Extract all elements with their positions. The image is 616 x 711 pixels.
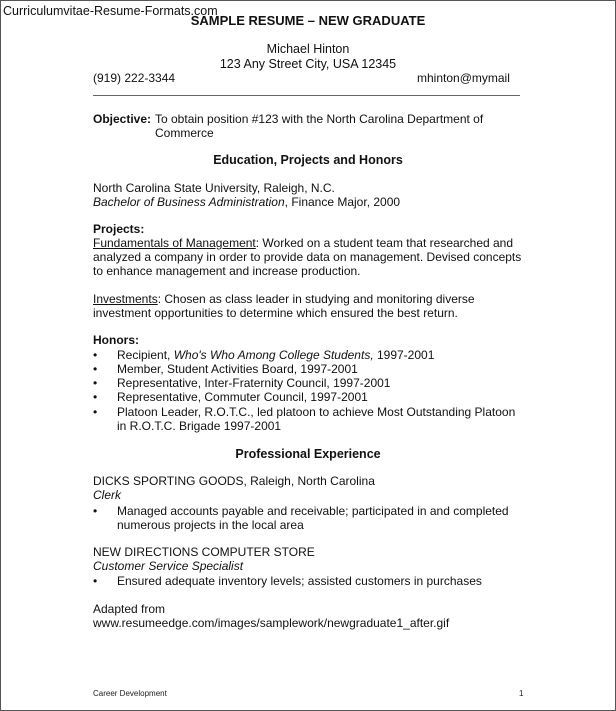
bullet-icon: •: [93, 362, 98, 376]
experience-heading: Professional Experience: [235, 447, 381, 461]
education-school: North Carolina State University, Raleigh, N.C.: [93, 181, 335, 195]
project-1-line-2: analyzed a company in order to provide data on management. Devised concepts: [93, 250, 522, 264]
project-2: [93, 292, 475, 320]
resume-title: SAMPLE RESUME – NEW GRADUATE: [190, 13, 426, 28]
job-2-duty-line-1: Ensured adequate inventory levels; assisted customers in purchases: [117, 574, 482, 588]
project-1: [93, 236, 521, 278]
honor-5-line-2: in R.O.T.C. Brigade 1997-2001: [117, 419, 282, 433]
page-number: 1: [519, 689, 524, 698]
contact-phone: (919) 222-3344: [93, 71, 176, 85]
job-2-role: Customer Service Specialist: [93, 559, 244, 573]
footer-label: Career Development: [93, 689, 167, 698]
objective-label: Objective:: [93, 112, 152, 126]
source-url: www.resumeedge.com/images/samplework/newgraduate1_after.gif: [93, 616, 450, 630]
honor-3: Representative, Inter-Fraternity Council, 1997-2001: [117, 376, 391, 390]
contact-email: mhinton@mymail: [417, 71, 510, 85]
source-label: Adapted from: [93, 602, 166, 616]
bullet-icon: •: [93, 348, 98, 362]
project-1-line-1: : Worked on a student team that researched and: [255, 236, 514, 250]
contact-name: Michael Hinton: [266, 42, 350, 56]
project-1-title: Fundamentals of Management: [93, 236, 256, 250]
job-1-duty: [117, 504, 509, 532]
bullet-icon: •: [93, 390, 98, 404]
project-2-line-2: investment opportunities to determine which ensured the best return.: [93, 306, 458, 320]
education-heading: Education, Projects and Honors: [213, 153, 403, 167]
project-2-line-1: : Chosen as class leader in studying and monitoring diverse: [157, 292, 475, 306]
objective-line-1: To obtain position #123 with the North Carolina Department of: [155, 112, 484, 126]
contact-address: 123 Any Street City, USA 12345: [219, 57, 397, 71]
bullet-icon: •: [93, 405, 98, 419]
honor-1-pre: Recipient,: [117, 348, 174, 362]
job-1-duty-line-2: numerous projects in the local area: [117, 518, 304, 532]
watermark-text: Curriculumvitae-Resume-Formats.com: [3, 4, 218, 18]
honor-2: Member, Student Activities Board, 1997-2001: [117, 362, 358, 376]
honor-4: Representative, Commuter Council, 1997-2001: [117, 390, 368, 404]
job-1-role: Clerk: [93, 488, 122, 502]
honor-5-line-1: Platoon Leader, R.O.T.C., led platoon to achieve Most Outstanding Platoon: [117, 405, 516, 419]
education-degree: Bachelor of Business Administration: [93, 195, 285, 209]
job-2-employer: NEW DIRECTIONS COMPUTER STORE: [93, 545, 315, 559]
honor-5: [117, 405, 515, 433]
header-divider: [93, 95, 520, 96]
bullet-icon: •: [93, 504, 98, 518]
bullet-icon: •: [93, 376, 98, 390]
projects-heading: Projects:: [93, 222, 145, 236]
education-degree-line: [93, 195, 400, 209]
honor-1-italic: Who's Who Among College Students,: [173, 348, 374, 362]
job-1-duty-line-1: Managed accounts payable and receivable; participated in and completed: [117, 504, 509, 518]
project-1-line-3: to enhance management and increase production.: [93, 264, 361, 278]
objective-line-2: Commerce: [155, 126, 214, 140]
honor-1-post: 1997-2001: [373, 348, 435, 362]
honors-heading: Honors:: [93, 333, 139, 347]
objective-text: [155, 112, 483, 140]
bullet-icon: •: [93, 574, 98, 588]
project-2-title: Investments: [93, 292, 158, 306]
job-1-employer: DICKS SPORTING GOODS, Raleigh, North Carolina: [93, 474, 375, 488]
education-major: , Finance Major, 2000: [284, 195, 401, 209]
honor-1: [117, 348, 434, 362]
